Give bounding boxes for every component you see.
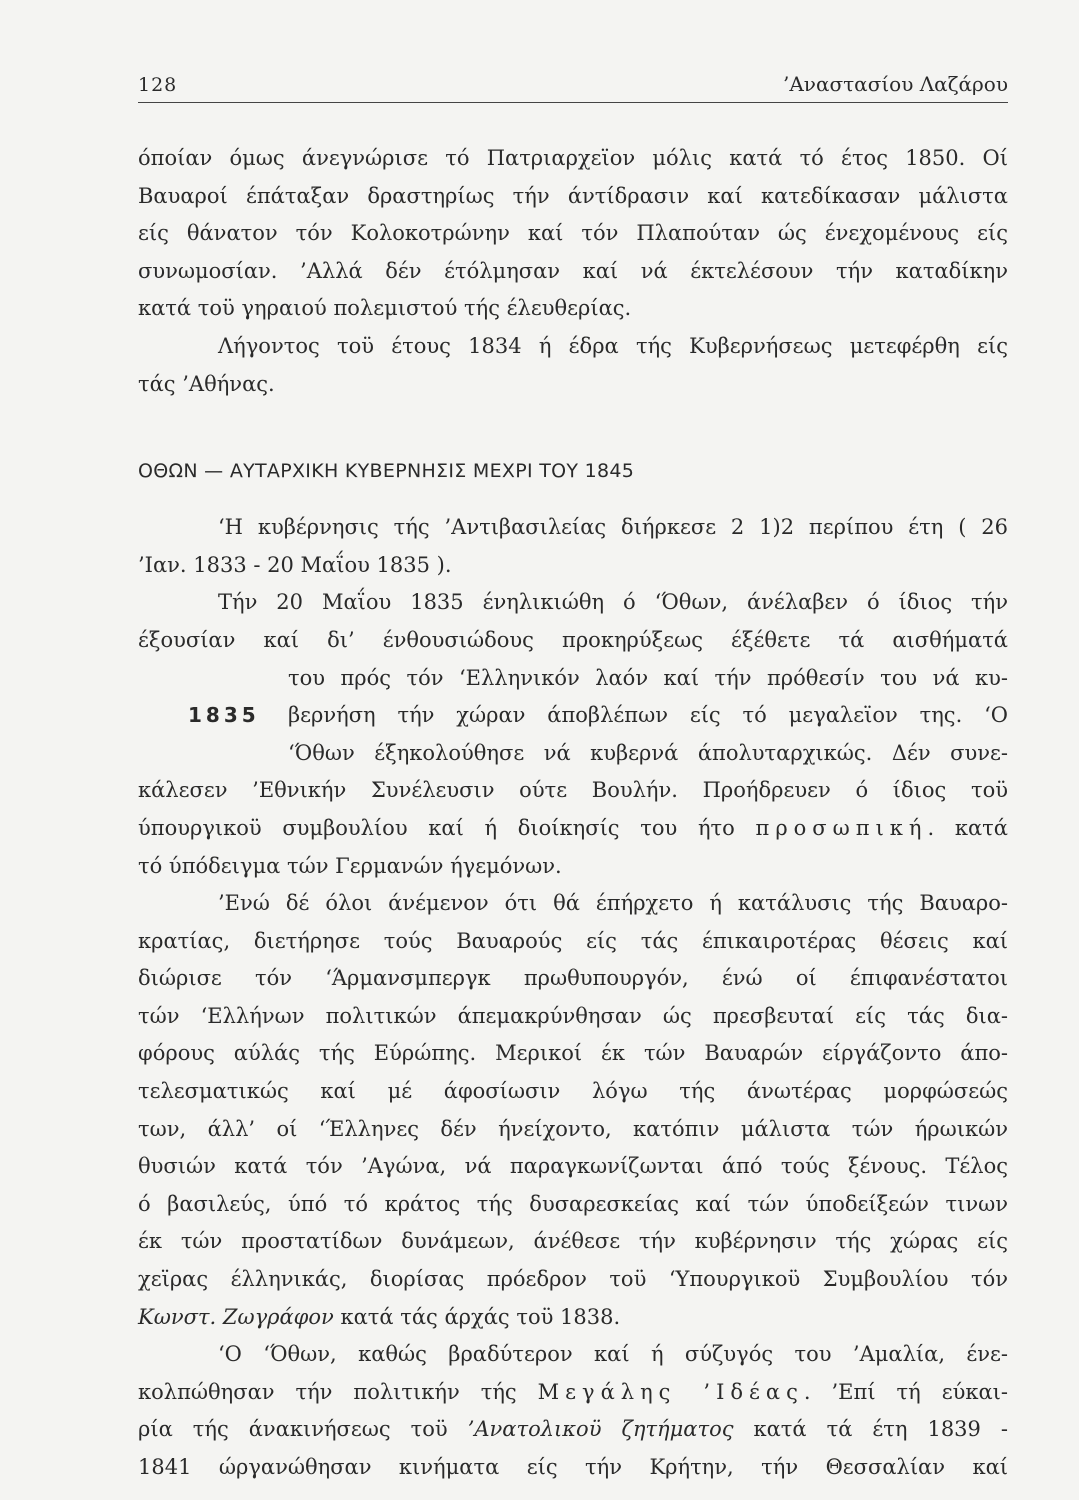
text-line: θυσιών κατά τόν ’Αγώνα, νά παραγκωνίζωνται άπό τούς ξένους. Τέλος (138, 1154, 1008, 1179)
text-line: ό βασιλεύς, ύπό τό κράτος τής δυσαρεσκείας καί τών ύποδείξεών τινων (138, 1191, 1008, 1216)
paragraph-6 (138, 1336, 1008, 1486)
text-line: ’Ιαν. 1833 - 20 Μαΐου 1835 ). (138, 552, 452, 577)
paragraph-2 (138, 328, 1008, 403)
text-line: ‘Όθων έξηκολούθησε νά κυβερνά άπολυταρχικώς. Δέν συνε- (288, 740, 1008, 765)
text-fragment: κατά τά έτη 1839 - (733, 1417, 1008, 1442)
text-line: κάλεσεν ’Εθνικήν Συνέλευσιν ούτε Βουλήν. Προήδρευεν ό ίδιος τοϋ (138, 778, 1008, 803)
text-line (138, 1299, 1008, 1337)
text-line: των, άλλ’ οί ‘Έλληνες δέν ήνείχοντο, κατόπιν μάλιστα τών ήρωικών (138, 1116, 1008, 1141)
paragraph-5 (138, 885, 1008, 1336)
text-line: συνωμοσίαν. ’Αλλά δέν έτόλμησαν καί νά έκτελέσουν τήν καταδίκην (138, 258, 1008, 283)
text-line: Τήν 20 Μαΐου 1835 ένηλικιώθη ό ‘Όθων, άνέλαβεν ό ίδιος τήν (218, 590, 1008, 615)
text-line: ‘Η κυβέρνησις τής ’Αντιβασιλείας διήρκεσε 2 1)2 περίπου έτη ( 26 (218, 515, 1008, 540)
body-text (138, 140, 1008, 1487)
text-fragment: ύπουργικοϋ συμβουλίου καί ή διοίκησίς του ήτο (138, 815, 735, 840)
running-head: ’Αναστασίου Λαζάρου (783, 72, 1008, 96)
text-line: 1841 ώργανώθησαν κινήματα είς τήν Κρήτην, τήν Θεσσαλίαν καί (138, 1455, 1008, 1479)
text-line: του πρός τόν ‘Ελληνικόν λαόν καί τήν πρόθεσίν του νά κυ- (288, 665, 1008, 690)
page-header (138, 68, 1008, 103)
paragraph-1 (138, 140, 1008, 328)
text-line: έξουσίαν καί δι’ ένθουσιώδους προκηρύξεως έξέθετε τά αισθήματά (138, 627, 1008, 652)
spaced-phrase: Μεγάλης ’Ιδέας (537, 1379, 804, 1404)
margin-year: 1835 (188, 703, 260, 728)
text-line: όποίαν όμως άνεγνώρισε τό Πατριαρχεϊον μόλις κατά τό έτος 1850. Οί (138, 146, 1008, 170)
text-fragment: ρία τής άνακινήσεως τοϋ (138, 1417, 468, 1442)
italic-phrase: ’Ανατολικοϋ ζητήματος (467, 1417, 734, 1442)
section-heading: ΟΘΩΝ — ΑΥΤΑΡΧΙΚΗ ΚΥΒΕΡΝΗΣΙΣ ΜΕΧΡΙ ΤΟΥ 1845 (138, 460, 635, 483)
text-line: ‘Ο ‘Όθων, καθώς βραδύτερον καί ή σύζυγός του ’Αμαλία, ένε- (218, 1342, 1008, 1367)
text-line: Βαυαροί έπάταξαν δραστηρίως τήν άντίδρασιν καί κατεδίκασαν μάλιστα (138, 183, 1008, 208)
text-line: τελεσματικώς καί μέ άφοσίωσιν λόγω τής άνωτέρας μορφώσεώς (138, 1079, 1008, 1104)
text-line: έκ τών προστατίδων δυνάμεων, άνέθεσε τήν κυβέρνησιν τής χώρας είς (138, 1229, 1008, 1254)
text-line: τό ύπόδειγμα τών Γερμανών ήγεμόνων. (138, 853, 562, 878)
text-line: κατά τοϋ γηραιού πολεμιστού τής έλευθερίας. (138, 296, 632, 321)
text-fragment: . ’Επί τή εύκαι- (803, 1379, 1008, 1404)
paragraph-4 (138, 584, 1008, 885)
text-line-with-spaced-word (138, 810, 1008, 848)
paragraph-3 (138, 509, 1008, 584)
text-line: είς θάνατον τόν Κολοκοτρώνην καί τόν Πλαπούταν ώς ένεχομένους είς (138, 221, 1008, 246)
text-line: Λήγοντος τοϋ έτους 1834 ή έδρα τής Κυβερνήσεως μετεφέρθη είς (218, 333, 1008, 358)
text-line: τών ‘Ελλήνων πολιτικών άπεμακρύνθησαν ώς πρεσβευταί είς τάς δια- (138, 1003, 1008, 1028)
text-line: φόρους αύλάς τής Εύρώπης. Μερικοί έκ τών Βαυαρών είργάζοντο άπο- (138, 1041, 1008, 1066)
text-line: κρατίας, διετήρησε τούς Βαυαρούς είς τάς έπικαιροτέρας θέσεις καί (138, 928, 1008, 953)
italic-name: Κωνστ. Ζωγράφον (138, 1304, 334, 1329)
spaced-word: προσωπική (755, 815, 928, 840)
text-line: τάς ’Αθήνας. (138, 371, 275, 396)
text-fragment: κατά τάς άρχάς τοϋ 1838. (333, 1304, 621, 1329)
text-line: βερνήση τήν χώραν άποβλέπων είς τό μεγαλεϊον της. ‘Ο (288, 703, 1008, 728)
text-line-with-spaced-word (138, 1374, 1008, 1412)
text-fragment: κολπώθησαν τήν πολιτικήν τής (138, 1379, 517, 1404)
text-line: διώρισε τόν ‘Άρμανσμπεργκ πρωθυπουργόν, ένώ οί έπιφανέστατοι (138, 966, 1008, 991)
text-line-with-italic (138, 1411, 1008, 1449)
year-row (138, 697, 1008, 735)
text-line: χεϊρας έλληνικάς, διορίσας πρόεδρον τοϋ ‘Υπουργικοϋ Συμβουλίου τόν (138, 1267, 1008, 1292)
text-fragment: . κατά (927, 815, 1008, 840)
text-line: ’Ενώ δέ όλοι άνέμενον ότι θά έπήρχετο ή κατάλυσις τής Βαυαρο- (218, 891, 1008, 916)
page-number: 128 (138, 74, 178, 96)
